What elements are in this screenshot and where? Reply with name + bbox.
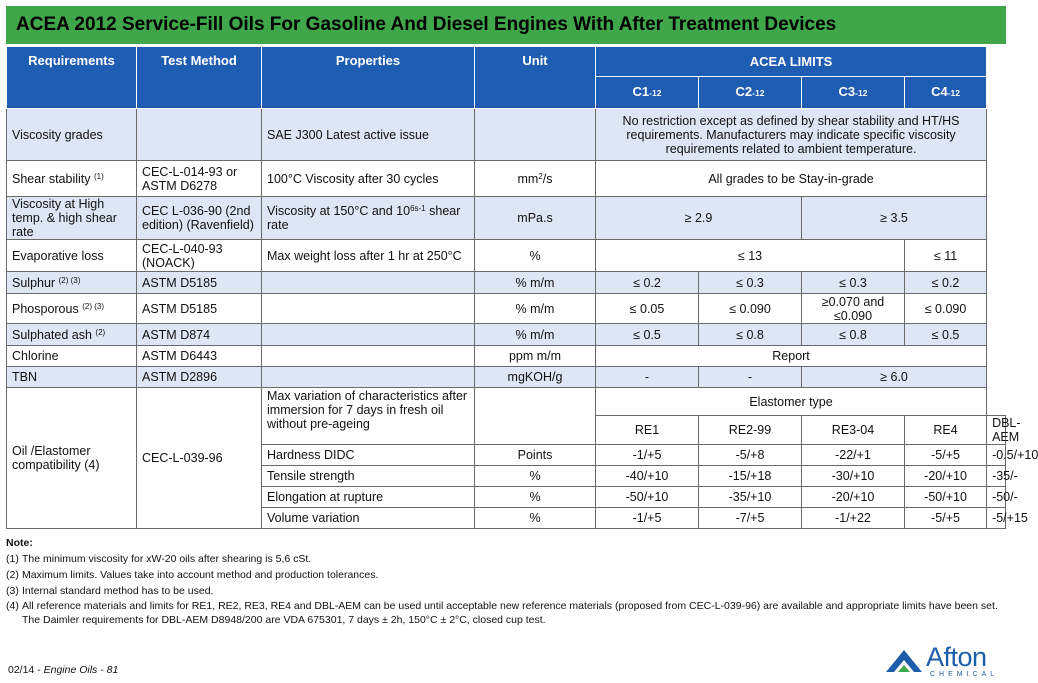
cell-val: -1/+5 bbox=[596, 508, 699, 529]
cell-c2: ≤ 0.090 bbox=[699, 294, 802, 324]
footnote-ref: (2) (3) bbox=[82, 301, 104, 311]
cell-val: -50/+10 bbox=[905, 487, 987, 508]
notes-section bbox=[6, 535, 1006, 627]
cell-method: ASTM D5185 bbox=[137, 272, 262, 294]
cell-val: -5/+8 bbox=[699, 445, 802, 466]
cell-property: Hardness DIDC bbox=[262, 445, 475, 466]
cell-unit: % bbox=[475, 487, 596, 508]
cell-property bbox=[262, 294, 475, 324]
cell-val: -50/- bbox=[987, 487, 1006, 508]
cell-property: SAE J300 Latest active issue bbox=[262, 109, 475, 161]
cell-c4: ≤ 0.2 bbox=[905, 272, 987, 294]
row-tbn bbox=[7, 367, 1006, 388]
cell-c3: ≤ 0.8 bbox=[802, 324, 905, 346]
cell-c2: - bbox=[699, 367, 802, 388]
prop-text: Viscosity at 150°C and 10 bbox=[267, 204, 411, 218]
cell-unit bbox=[475, 109, 596, 161]
cell-unit: ppm m/m bbox=[475, 346, 596, 367]
cell-method: CEC-L-039-96 bbox=[137, 388, 262, 529]
cell-type-re2: RE2-99 bbox=[699, 416, 802, 445]
class-name: C3 bbox=[838, 84, 856, 99]
footnote-ref: (2) (3) bbox=[58, 275, 81, 285]
cell-requirement: Evaporative loss bbox=[7, 240, 137, 272]
footnote-ref: (2) bbox=[95, 327, 106, 337]
cell-val: -7/+5 bbox=[699, 508, 802, 529]
cell-method: ASTM D2896 bbox=[137, 367, 262, 388]
cell-unit bbox=[475, 161, 596, 197]
cell-property: Tensile strength bbox=[262, 466, 475, 487]
cell-requirement: Oil /Elastomer compatibility (4) bbox=[7, 388, 137, 529]
row-shear-stability bbox=[7, 161, 1006, 197]
cell-val: -50/+10 bbox=[596, 487, 699, 508]
note-text: All reference materials and limits for RE1, RE2, RE3, RE4 and DBL-AEM can be used until acceptable new reference materials (proposed from CEC-L-039-96) are available and appropriate limits have been set. The Daimler requirements for DBL-AEM D8948/200 are VDA 675301, 7 days ± 2h, 150°C ± 2°C, closed cup test. bbox=[22, 600, 998, 626]
cell-val: -40/+10 bbox=[596, 466, 699, 487]
row-viscosity-grades bbox=[7, 109, 1006, 161]
header-unit: Unit bbox=[475, 47, 596, 109]
cell-c3: ≤ 0.3 bbox=[802, 272, 905, 294]
cell-method: ASTM D5185 bbox=[137, 294, 262, 324]
cell-method: ASTM D874 bbox=[137, 324, 262, 346]
note-text: The minimum viscosity for xW-20 oils after shearing is 5,6 cSt. bbox=[22, 553, 312, 565]
cell-c1: - bbox=[596, 367, 699, 388]
row-evaporative-loss bbox=[7, 240, 1006, 272]
cell-property bbox=[262, 346, 475, 367]
cell-requirement: Viscosity grades bbox=[7, 109, 137, 161]
cell-requirement bbox=[7, 294, 137, 324]
cell-val: -5/+15 bbox=[987, 508, 1006, 529]
footnote-ref: (1) bbox=[94, 171, 104, 181]
cell-requirement: TBN bbox=[7, 367, 137, 388]
logo-subtitle: CHEMICAL bbox=[930, 671, 999, 678]
class-name: C4 bbox=[931, 84, 948, 99]
acea-spec-table bbox=[6, 46, 1038, 529]
page-title: ACEA 2012 Service-Fill Oils For Gasoline And Diesel Engines With After Treatment Devices bbox=[6, 6, 1006, 44]
prop-sup: 6 bbox=[410, 204, 415, 213]
cell-method bbox=[137, 109, 262, 161]
cell-property bbox=[262, 324, 475, 346]
cell-limit: No restriction except as defined by shear stability and HT/HS requirements. Manufacturers may indicate specific viscosity requirements related to ambient temperature. bbox=[596, 109, 987, 161]
note-item bbox=[6, 551, 1006, 567]
class-suffix: -12 bbox=[947, 88, 960, 98]
cell-unit: % m/m bbox=[475, 294, 596, 324]
cell-requirement: Chlorine bbox=[7, 346, 137, 367]
cell-unit: % bbox=[475, 466, 596, 487]
header-acea-limits: ACEA LIMITS bbox=[596, 47, 987, 77]
cell-method: CEC-L-014-93 or ASTM D6278 bbox=[137, 161, 262, 197]
header-properties: Properties bbox=[262, 47, 475, 109]
cell-limit: All grades to be Stay-in-grade bbox=[596, 161, 987, 197]
cell-method: CEC-L-040-93 (NOACK) bbox=[137, 240, 262, 272]
cell-val: -35/- bbox=[987, 466, 1006, 487]
cell-c3: ≥0.070 and ≤0.090 bbox=[802, 294, 905, 324]
row-phosphorous bbox=[7, 294, 1006, 324]
row-sulphated-ash bbox=[7, 324, 1006, 346]
cell-property: Elongation at rupture bbox=[262, 487, 475, 508]
cell-unit: Points bbox=[475, 445, 596, 466]
cell-c1: ≤ 0.05 bbox=[596, 294, 699, 324]
row-elastomer-intro bbox=[7, 388, 1006, 416]
cell-val: -1/+22 bbox=[802, 508, 905, 529]
class-name: C1 bbox=[632, 84, 650, 99]
cell-limit-c1-c2: ≥ 2.9 bbox=[596, 197, 802, 240]
prop-text-b: shear rate bbox=[267, 204, 461, 232]
note-text: Internal standard method has to be used. bbox=[22, 585, 214, 597]
class-name: C2 bbox=[735, 84, 753, 99]
unit-sup: 2 bbox=[538, 171, 543, 181]
header-row bbox=[7, 47, 1006, 77]
cell-unit: % bbox=[475, 508, 596, 529]
cell-elastomer-intro: Max variation of characteristics after immersion for 7 days in fresh oil without pre-ageing bbox=[262, 388, 475, 445]
cell-c4: ≤ 0.090 bbox=[905, 294, 987, 324]
row-chlorine bbox=[7, 346, 1006, 367]
cell-unit: mgKOH/g bbox=[475, 367, 596, 388]
cell-property bbox=[262, 197, 475, 240]
page-footer bbox=[8, 664, 118, 676]
cell-type-re3: RE3-04 bbox=[802, 416, 905, 445]
note-number: (3) bbox=[6, 585, 19, 597]
cell-type-dbl-aem: DBL-AEM bbox=[987, 416, 1006, 445]
cell-property: 100°C Viscosity after 30 cycles bbox=[262, 161, 475, 197]
note-number: (1) bbox=[6, 553, 19, 565]
cell-type-re4: RE4 bbox=[905, 416, 987, 445]
footer-section: Engine Oils - 81 bbox=[43, 664, 119, 676]
cell-c4: ≤ 0.5 bbox=[905, 324, 987, 346]
cell-property bbox=[262, 367, 475, 388]
cell-c3-c4: ≥ 6.0 bbox=[802, 367, 987, 388]
cell-val: -5/+5 bbox=[905, 445, 987, 466]
note-item bbox=[6, 583, 1006, 599]
cell-property: Volume variation bbox=[262, 508, 475, 529]
cell-val: -20/+10 bbox=[905, 466, 987, 487]
cell-property bbox=[262, 272, 475, 294]
note-item bbox=[6, 599, 1006, 627]
req-text: Phosporous bbox=[12, 301, 79, 316]
cell-unit: mPa.s bbox=[475, 197, 596, 240]
cell-limit-c3-c4: ≥ 3.5 bbox=[802, 197, 987, 240]
cell-unit: % m/m bbox=[475, 324, 596, 346]
cell-property: Max weight loss after 1 hr at 250°C bbox=[262, 240, 475, 272]
cell-val: -22/+1 bbox=[802, 445, 905, 466]
cell-c2: ≤ 0.8 bbox=[699, 324, 802, 346]
cell-val: -0.5/+10 bbox=[987, 445, 1006, 466]
cell-val: -1/+5 bbox=[596, 445, 699, 466]
cell-unit bbox=[475, 388, 596, 445]
cell-unit: % m/m bbox=[475, 272, 596, 294]
cell-requirement bbox=[7, 161, 137, 197]
cell-elastomer-type: Elastomer type bbox=[596, 388, 987, 416]
cell-unit: % bbox=[475, 240, 596, 272]
cell-c1: ≤ 0.2 bbox=[596, 272, 699, 294]
cell-requirement bbox=[7, 324, 137, 346]
header-class-c1 bbox=[596, 77, 699, 109]
cell-limit: Report bbox=[596, 346, 987, 367]
cell-requirement: Viscosity at High temp. & high shear rate bbox=[7, 197, 137, 240]
note-number: (2) bbox=[6, 569, 19, 581]
req-text: Sulphated ash bbox=[12, 327, 92, 342]
class-suffix: -12 bbox=[855, 88, 868, 98]
cell-val: -20/+10 bbox=[802, 487, 905, 508]
cell-method: CEC L-036-90 (2nd edition) (Ravenfield) bbox=[137, 197, 262, 240]
req-text: Sulphur bbox=[12, 275, 56, 290]
header-class-c4 bbox=[905, 77, 987, 109]
cell-val: -5/+5 bbox=[905, 508, 987, 529]
class-suffix: -12 bbox=[649, 88, 662, 98]
header-class-c2 bbox=[699, 77, 802, 109]
header-class-c3 bbox=[802, 77, 905, 109]
note-text: Maximum limits. Values take into account method and production tolerances. bbox=[22, 569, 379, 581]
class-suffix: -12 bbox=[752, 88, 765, 98]
logo-wordmark: Afton bbox=[926, 642, 987, 672]
header-test-method: Test Method bbox=[137, 47, 262, 109]
note-number: (4) bbox=[6, 600, 19, 612]
unit-base: mm bbox=[517, 171, 539, 186]
notes-title: Note: bbox=[6, 537, 33, 549]
note-item bbox=[6, 567, 1006, 583]
prop-sup2: s-1 bbox=[414, 204, 426, 213]
row-hths bbox=[7, 197, 1006, 240]
cell-limit-c4: ≤ 11 bbox=[905, 240, 987, 272]
footer-code: 02/14 - bbox=[8, 664, 44, 676]
cell-type-re1: RE1 bbox=[596, 416, 699, 445]
cell-val: -35/+10 bbox=[699, 487, 802, 508]
cell-limit-c1-c3: ≤ 13 bbox=[596, 240, 905, 272]
req-text: Shear stability bbox=[12, 171, 91, 186]
cell-val: -15/+18 bbox=[699, 466, 802, 487]
row-sulphur bbox=[7, 272, 1006, 294]
cell-method: ASTM D6443 bbox=[137, 346, 262, 367]
cell-c1: ≤ 0.5 bbox=[596, 324, 699, 346]
cell-val: -30/+10 bbox=[802, 466, 905, 487]
unit-tail: /s bbox=[542, 171, 553, 186]
cell-c2: ≤ 0.3 bbox=[699, 272, 802, 294]
header-requirements: Requirements bbox=[7, 47, 137, 109]
cell-requirement bbox=[7, 272, 137, 294]
